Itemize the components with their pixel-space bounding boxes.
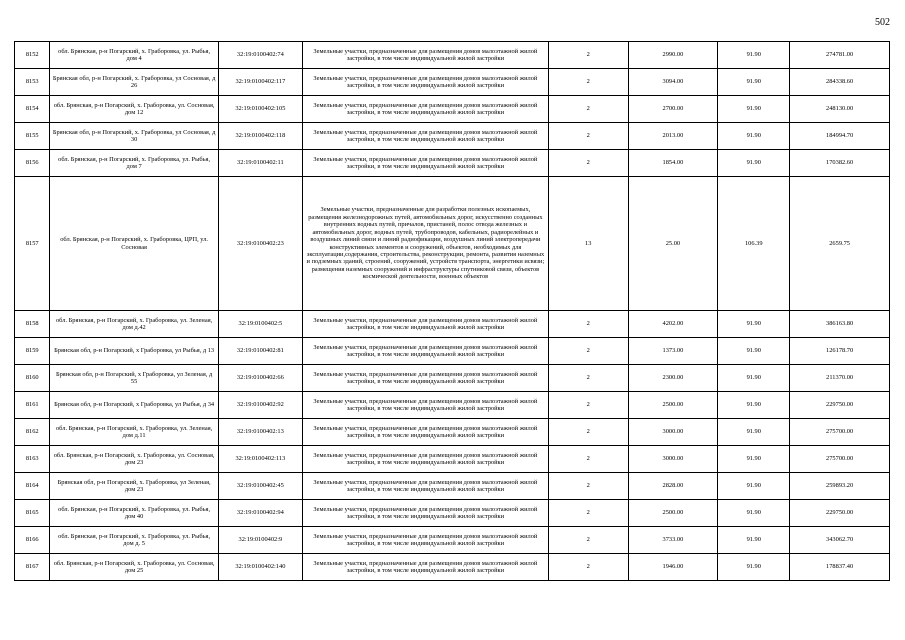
cadastral-number-cell: 32:19:0100402:81 [218,338,302,365]
land-use-cell: Земельные участки, предназначенные для размещения домов малоэтажной жилой застройки, в том числе индивидуальной жилой застройки [302,527,548,554]
area-cell: 1373.00 [628,338,718,365]
cadastral-number-cell: 32:19:0100402:23 [218,177,302,311]
group-cell: 2 [548,96,628,123]
address-cell: обл. Брянская, р-н Погарский, х. Граборовка, ул. Сосновая, дом 23 [50,446,218,473]
land-use-cell: Земельные участки, предназначенные для размещения домов малоэтажной жилой застройки, в том числе индивидуальной жилой застройки [302,554,548,581]
area-cell: 2300.00 [628,365,718,392]
rate-cell: 91.90 [718,473,790,500]
cadastral-value-cell: 343062.70 [790,527,890,554]
area-cell: 4202.00 [628,311,718,338]
rate-cell: 91.90 [718,365,790,392]
land-use-cell: Земельные участки, предназначенные для размещения домов малоэтажной жилой застройки, в том числе индивидуальной жилой застройки [302,123,548,150]
rate-cell: 91.90 [718,527,790,554]
group-cell: 2 [548,419,628,446]
cadastral-value-cell: 274781.00 [790,42,890,69]
rate-cell: 106.39 [718,177,790,311]
row-number-cell: 8167 [15,554,50,581]
page-number: 502 [875,17,890,28]
rate-cell: 91.90 [718,419,790,446]
cadastral-value-cell: 2659.75 [790,177,890,311]
row-number-cell: 8166 [15,527,50,554]
group-cell: 2 [548,150,628,177]
table-body [15,42,890,581]
address-cell: Брянская обл, р-н Погарский, х. Граборовка, ул Сосновая, д 26 [50,69,218,96]
rate-cell: 91.90 [718,500,790,527]
row-number-cell: 8159 [15,338,50,365]
cadastral-value-cell: 386163.80 [790,311,890,338]
address-cell: обл. Брянская, р-н Погарский, х. Граборовка, ул. Рыбья, дом 40 [50,500,218,527]
area-cell: 3733.00 [628,527,718,554]
row-number-cell: 8162 [15,419,50,446]
address-cell: обл. Брянская, р-н Погарский, х. Граборовка, ЦРП, ул. Сосновая [50,177,218,311]
cadastral-value-cell: 259893.20 [790,473,890,500]
area-cell: 2828.00 [628,473,718,500]
land-use-cell: Земельные участки, предназначенные для размещения домов малоэтажной жилой застройки, в том числе индивидуальной жилой застройки [302,392,548,419]
address-cell: Брянская обл, р-н Погарский, х. Граборовка, ул Сосновая, д 30 [50,123,218,150]
cadastral-value-cell: 275700.00 [790,419,890,446]
cadastral-value-cell: 229750.00 [790,500,890,527]
rate-cell: 91.90 [718,96,790,123]
table-row [15,554,890,581]
cadastral-number-cell: 32:19:0100402:118 [218,123,302,150]
row-number-cell: 8161 [15,392,50,419]
group-cell: 2 [548,554,628,581]
table-row [15,500,890,527]
row-number-cell: 8154 [15,96,50,123]
cadastral-value-cell: 184994.70 [790,123,890,150]
cadastral-number-cell: 32:19:0100402:92 [218,392,302,419]
land-use-cell: Земельные участки, предназначенные для размещения домов малоэтажной жилой застройки, в том числе индивидуальной жилой застройки [302,500,548,527]
table-row [15,446,890,473]
row-number-cell: 8153 [15,69,50,96]
address-cell: обл. Брянская, р-н Погарский, х. Граборовка, ул. Рыбья, дом д. 5 [50,527,218,554]
table-row [15,527,890,554]
area-cell: 1854.00 [628,150,718,177]
table-row [15,473,890,500]
land-use-cell: Земельные участки, предназначенные для размещения домов малоэтажной жилой застройки, в том числе индивидуальной жилой застройки [302,311,548,338]
cadastral-value-cell: 229750.00 [790,392,890,419]
cadastral-number-cell: 32:19:0100402:94 [218,500,302,527]
address-cell: Брянская обл, р-н Погарский, х Граборовка, ул Рыбья, д 34 [50,392,218,419]
group-cell: 2 [548,123,628,150]
table-row [15,42,890,69]
cadastral-number-cell: 32:19:0100402:74 [218,42,302,69]
land-use-cell: Земельные участки, предназначенные для размещения домов малоэтажной жилой застройки, в том числе индивидуальной жилой застройки [302,473,548,500]
table-row [15,69,890,96]
rate-cell: 91.90 [718,123,790,150]
cadastral-value-cell: 170382.60 [790,150,890,177]
group-cell: 2 [548,365,628,392]
group-cell: 2 [548,446,628,473]
cadastral-number-cell: 32:19:0100402:13 [218,419,302,446]
group-cell: 2 [548,500,628,527]
cadastral-number-cell: 32:19:0100402:45 [218,473,302,500]
table-row [15,150,890,177]
row-number-cell: 8156 [15,150,50,177]
address-cell: обл. Брянская, р-н Погарский, х. Граборовка, ул. Рыбья, дом 4 [50,42,218,69]
row-number-cell: 8164 [15,473,50,500]
cadastral-number-cell: 32:19:0100402:105 [218,96,302,123]
address-cell: Брянская обл, р-н Погарский, х Граборовка, ул Рыбья, д 13 [50,338,218,365]
group-cell: 2 [548,338,628,365]
land-use-cell: Земельные участки, предназначенные для размещения домов малоэтажной жилой застройки, в том числе индивидуальной жилой застройки [302,446,548,473]
land-register-table [14,41,890,581]
row-number-cell: 8165 [15,500,50,527]
cadastral-number-cell: 32:19:0100402:9 [218,527,302,554]
area-cell: 2500.00 [628,392,718,419]
group-cell: 2 [548,527,628,554]
address-cell: обл. Брянская, р-н Погарский, х. Граборовка, ул. Рыбья, дом 7 [50,150,218,177]
row-number-cell: 8155 [15,123,50,150]
row-number-cell: 8163 [15,446,50,473]
rate-cell: 91.90 [718,150,790,177]
table-row [15,392,890,419]
rate-cell: 91.90 [718,554,790,581]
address-cell: Брянская обл, р-н Погарский, х Граборовка, ул Зеленая, д 55 [50,365,218,392]
rate-cell: 91.90 [718,42,790,69]
group-cell: 13 [548,177,628,311]
cadastral-value-cell: 284338.60 [790,69,890,96]
land-use-cell: Земельные участки, предназначенные для разработки полезных ископаемых, размещения железнодорожных путей, автомобильных дорог, искусственно созданных внутренних водных путей, причалов, пристаней, полос отвода железных и автомобильных дорог, водных путей, трубопроводов, кабельных, радиорелейных и воздушных линий связи и линий радиофикации, воздушных линий электропередачи конструктивных элементов и сооружений, объектов, необходимых для эксплуатации,содержания, строительства, реконструкции, ремонта, развития наземных и подземных зданий, строений, сооружений, устройств транспорта, энергетики исвязи; размещения наземных сооружений и инфраструктуры спутниковой связи, объектов космической деятельности, военных объектов [302,177,548,311]
address-cell: обл. Брянская, р-н Погарский, х. Граборовка, ул. Зеленая, дом д.11 [50,419,218,446]
cadastral-value-cell: 275700.00 [790,446,890,473]
address-cell: Брянская обл, р-н Погарский, х. Граборовка, ул Зеленая, дом 23 [50,473,218,500]
area-cell: 1946.00 [628,554,718,581]
land-use-cell: Земельные участки, предназначенные для размещения домов малоэтажной жилой застройки, в том числе индивидуальной жилой застройки [302,338,548,365]
table-row [15,338,890,365]
group-cell: 2 [548,69,628,96]
cadastral-value-cell: 248130.00 [790,96,890,123]
cadastral-number-cell: 32:19:0100402:140 [218,554,302,581]
land-use-cell: Земельные участки, предназначенные для размещения домов малоэтажной жилой застройки, в том числе индивидуальной жилой застройки [302,365,548,392]
row-number-cell: 8152 [15,42,50,69]
rate-cell: 91.90 [718,69,790,96]
cadastral-number-cell: 32:19:0100402:11 [218,150,302,177]
cadastral-number-cell: 32:19:0100402:5 [218,311,302,338]
area-cell: 3000.00 [628,446,718,473]
group-cell: 2 [548,392,628,419]
cadastral-number-cell: 32:19:0100402:113 [218,446,302,473]
cadastral-value-cell: 211370.00 [790,365,890,392]
cadastral-number-cell: 32:19:0100402:66 [218,365,302,392]
area-cell: 25.00 [628,177,718,311]
area-cell: 2700.00 [628,96,718,123]
table-row [15,123,890,150]
land-use-cell: Земельные участки, предназначенные для размещения домов малоэтажной жилой застройки, в том числе индивидуальной жилой застройки [302,150,548,177]
table-row [15,177,890,311]
area-cell: 2500.00 [628,500,718,527]
row-number-cell: 8157 [15,177,50,311]
rate-cell: 91.90 [718,311,790,338]
address-cell: обл. Брянская, р-н Погарский, х. Граборовка, ул. Зеленая, дом д.42 [50,311,218,338]
address-cell: обл. Брянская, р-н Погарский, х. Граборовка, ул. Сосновая, дом 25 [50,554,218,581]
rate-cell: 91.90 [718,446,790,473]
table-row [15,311,890,338]
table-row [15,365,890,392]
cadastral-value-cell: 178837.40 [790,554,890,581]
area-cell: 2990.00 [628,42,718,69]
row-number-cell: 8160 [15,365,50,392]
group-cell: 2 [548,42,628,69]
rate-cell: 91.90 [718,338,790,365]
table-row [15,419,890,446]
area-cell: 2013.00 [628,123,718,150]
table-row [15,96,890,123]
land-use-cell: Земельные участки, предназначенные для размещения домов малоэтажной жилой застройки, в том числе индивидуальной жилой застройки [302,69,548,96]
land-use-cell: Земельные участки, предназначенные для размещения домов малоэтажной жилой застройки, в том числе индивидуальной жилой застройки [302,419,548,446]
land-use-cell: Земельные участки, предназначенные для размещения домов малоэтажной жилой застройки, в том числе индивидуальной жилой застройки [302,42,548,69]
rate-cell: 91.90 [718,392,790,419]
cadastral-value-cell: 126178.70 [790,338,890,365]
address-cell: обл. Брянская, р-н Погарский, х. Граборовка, ул. Сосновая, дом 12 [50,96,218,123]
group-cell: 2 [548,311,628,338]
area-cell: 3094.00 [628,69,718,96]
land-use-cell: Земельные участки, предназначенные для размещения домов малоэтажной жилой застройки, в том числе индивидуальной жилой застройки [302,96,548,123]
group-cell: 2 [548,473,628,500]
row-number-cell: 8158 [15,311,50,338]
cadastral-number-cell: 32:19:0100402:117 [218,69,302,96]
area-cell: 3000.00 [628,419,718,446]
